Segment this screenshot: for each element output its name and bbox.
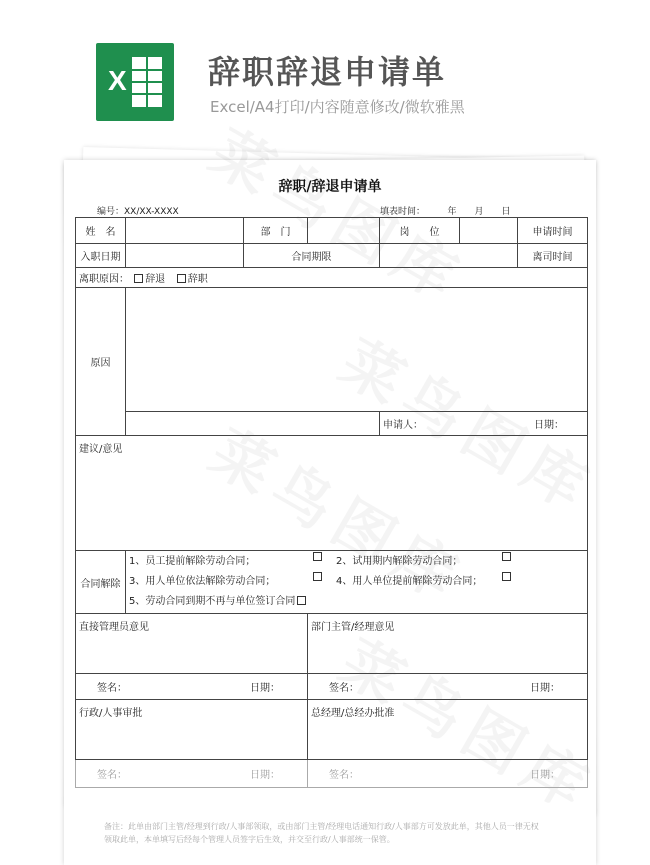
- term-5: 5、劳动合同到期不再与单位签订合同: [129, 596, 296, 607]
- reason-label: 原因: [76, 288, 126, 436]
- term-4: 4、用人单位提前解除劳动合同；: [336, 576, 483, 587]
- manager-sign-row: [76, 674, 308, 700]
- gm-approval-field[interactable]: [308, 700, 588, 760]
- sign-label: 签名：: [97, 770, 127, 781]
- term-3: 3、用人单位依法解除劳动合同；: [129, 576, 276, 587]
- leave-date-label: 离司时间: [518, 244, 588, 268]
- join-date-label: 入职日期: [76, 244, 126, 268]
- direct-manager-opinion-field[interactable]: [76, 614, 308, 674]
- dept-label: 部 门: [244, 218, 308, 244]
- checkbox-resign[interactable]: [177, 274, 186, 283]
- checkbox-dismiss[interactable]: [134, 274, 143, 283]
- apply-time-label: 申请时间: [518, 218, 588, 244]
- applicant-date-label: 日期：: [534, 420, 564, 431]
- spreadsheet-grid-icon: [132, 57, 162, 107]
- sign-label: 签名：: [97, 683, 127, 694]
- post-field[interactable]: [460, 218, 518, 244]
- serial-number: 编号：XX/XX-XXXX: [97, 207, 179, 217]
- sign-label: 签名：: [329, 770, 359, 781]
- dept-manager-opinion-field[interactable]: [308, 614, 588, 674]
- applicant-row: [380, 412, 588, 436]
- applicant-label: 申请人：: [383, 420, 423, 431]
- term-5-checkbox[interactable]: [297, 596, 306, 605]
- term-1: 1、员工提前解除劳动合同；: [129, 556, 256, 567]
- dept-manager-opinion-label: 部门主管/经理意见: [311, 622, 395, 633]
- name-label: 姓 名: [76, 218, 126, 244]
- application-form-table: [75, 217, 588, 788]
- suggestion-field[interactable]: [76, 436, 588, 551]
- hr-approval-label: 行政/人事审批: [79, 708, 143, 719]
- term-1-checkbox[interactable]: [313, 552, 322, 561]
- direct-manager-opinion-label: 直接管理员意见: [79, 622, 149, 633]
- sign-date-label: 日期：: [530, 683, 560, 694]
- name-field[interactable]: [126, 218, 244, 244]
- contract-period-label: 合同期限: [244, 244, 380, 268]
- sign-date-label: 日期：: [250, 770, 280, 781]
- term-2-checkbox[interactable]: [502, 552, 511, 561]
- fill-time: 填表时间： 年 月 日: [380, 207, 511, 217]
- dept-manager-sign-row: [308, 674, 588, 700]
- sign-date-label: 日期：: [250, 683, 280, 694]
- leave-reason-label: 离职原因：: [79, 274, 129, 285]
- term-4-checkbox[interactable]: [502, 572, 511, 581]
- leave-reason-row: [76, 268, 588, 288]
- contract-termination-label: 合同解除: [76, 551, 126, 614]
- hr-approval-field[interactable]: [76, 700, 308, 760]
- option-dismiss-label: 辞退: [145, 274, 166, 285]
- option-resign-label: 辞职: [187, 274, 208, 285]
- excel-logo-icon: [96, 43, 174, 121]
- page-title: 辞职辞退申请单: [208, 53, 447, 91]
- sign-date-label: 日期：: [530, 770, 560, 781]
- contract-termination-options: [126, 551, 588, 614]
- footnote: 备注：此单由部门主管/经理到行政/人事部领取，或由部门主管/经理电话通知行政/人事部方可发放此单，其他人员一律无权领取此单，本单填写后经每个管理人员签字后生效，并交至行政/人事部统一保管。: [104, 822, 539, 844]
- hr-sign-row: [76, 760, 308, 788]
- excel-logo-letter: X: [108, 65, 127, 96]
- suggestion-label: 建议/意见: [79, 444, 123, 455]
- dept-field[interactable]: [308, 218, 380, 244]
- sign-label: 签名：: [329, 683, 359, 694]
- join-date-field[interactable]: [126, 244, 244, 268]
- term-3-checkbox[interactable]: [313, 572, 322, 581]
- reason-field[interactable]: [126, 288, 588, 412]
- term-2: 2、试用期内解除劳动合同；: [336, 556, 463, 567]
- gm-approval-label: 总经理/总经办批准: [311, 708, 395, 719]
- gm-sign-row: [308, 760, 588, 788]
- document-title: 辞职/辞退申请单: [278, 179, 382, 195]
- contract-period-field[interactable]: [380, 244, 518, 268]
- page-subtitle: Excel/A4打印/内容随意修改/微软雅黑: [210, 98, 465, 116]
- reason-blank-cell: [126, 412, 380, 436]
- post-label: 岗 位: [380, 218, 460, 244]
